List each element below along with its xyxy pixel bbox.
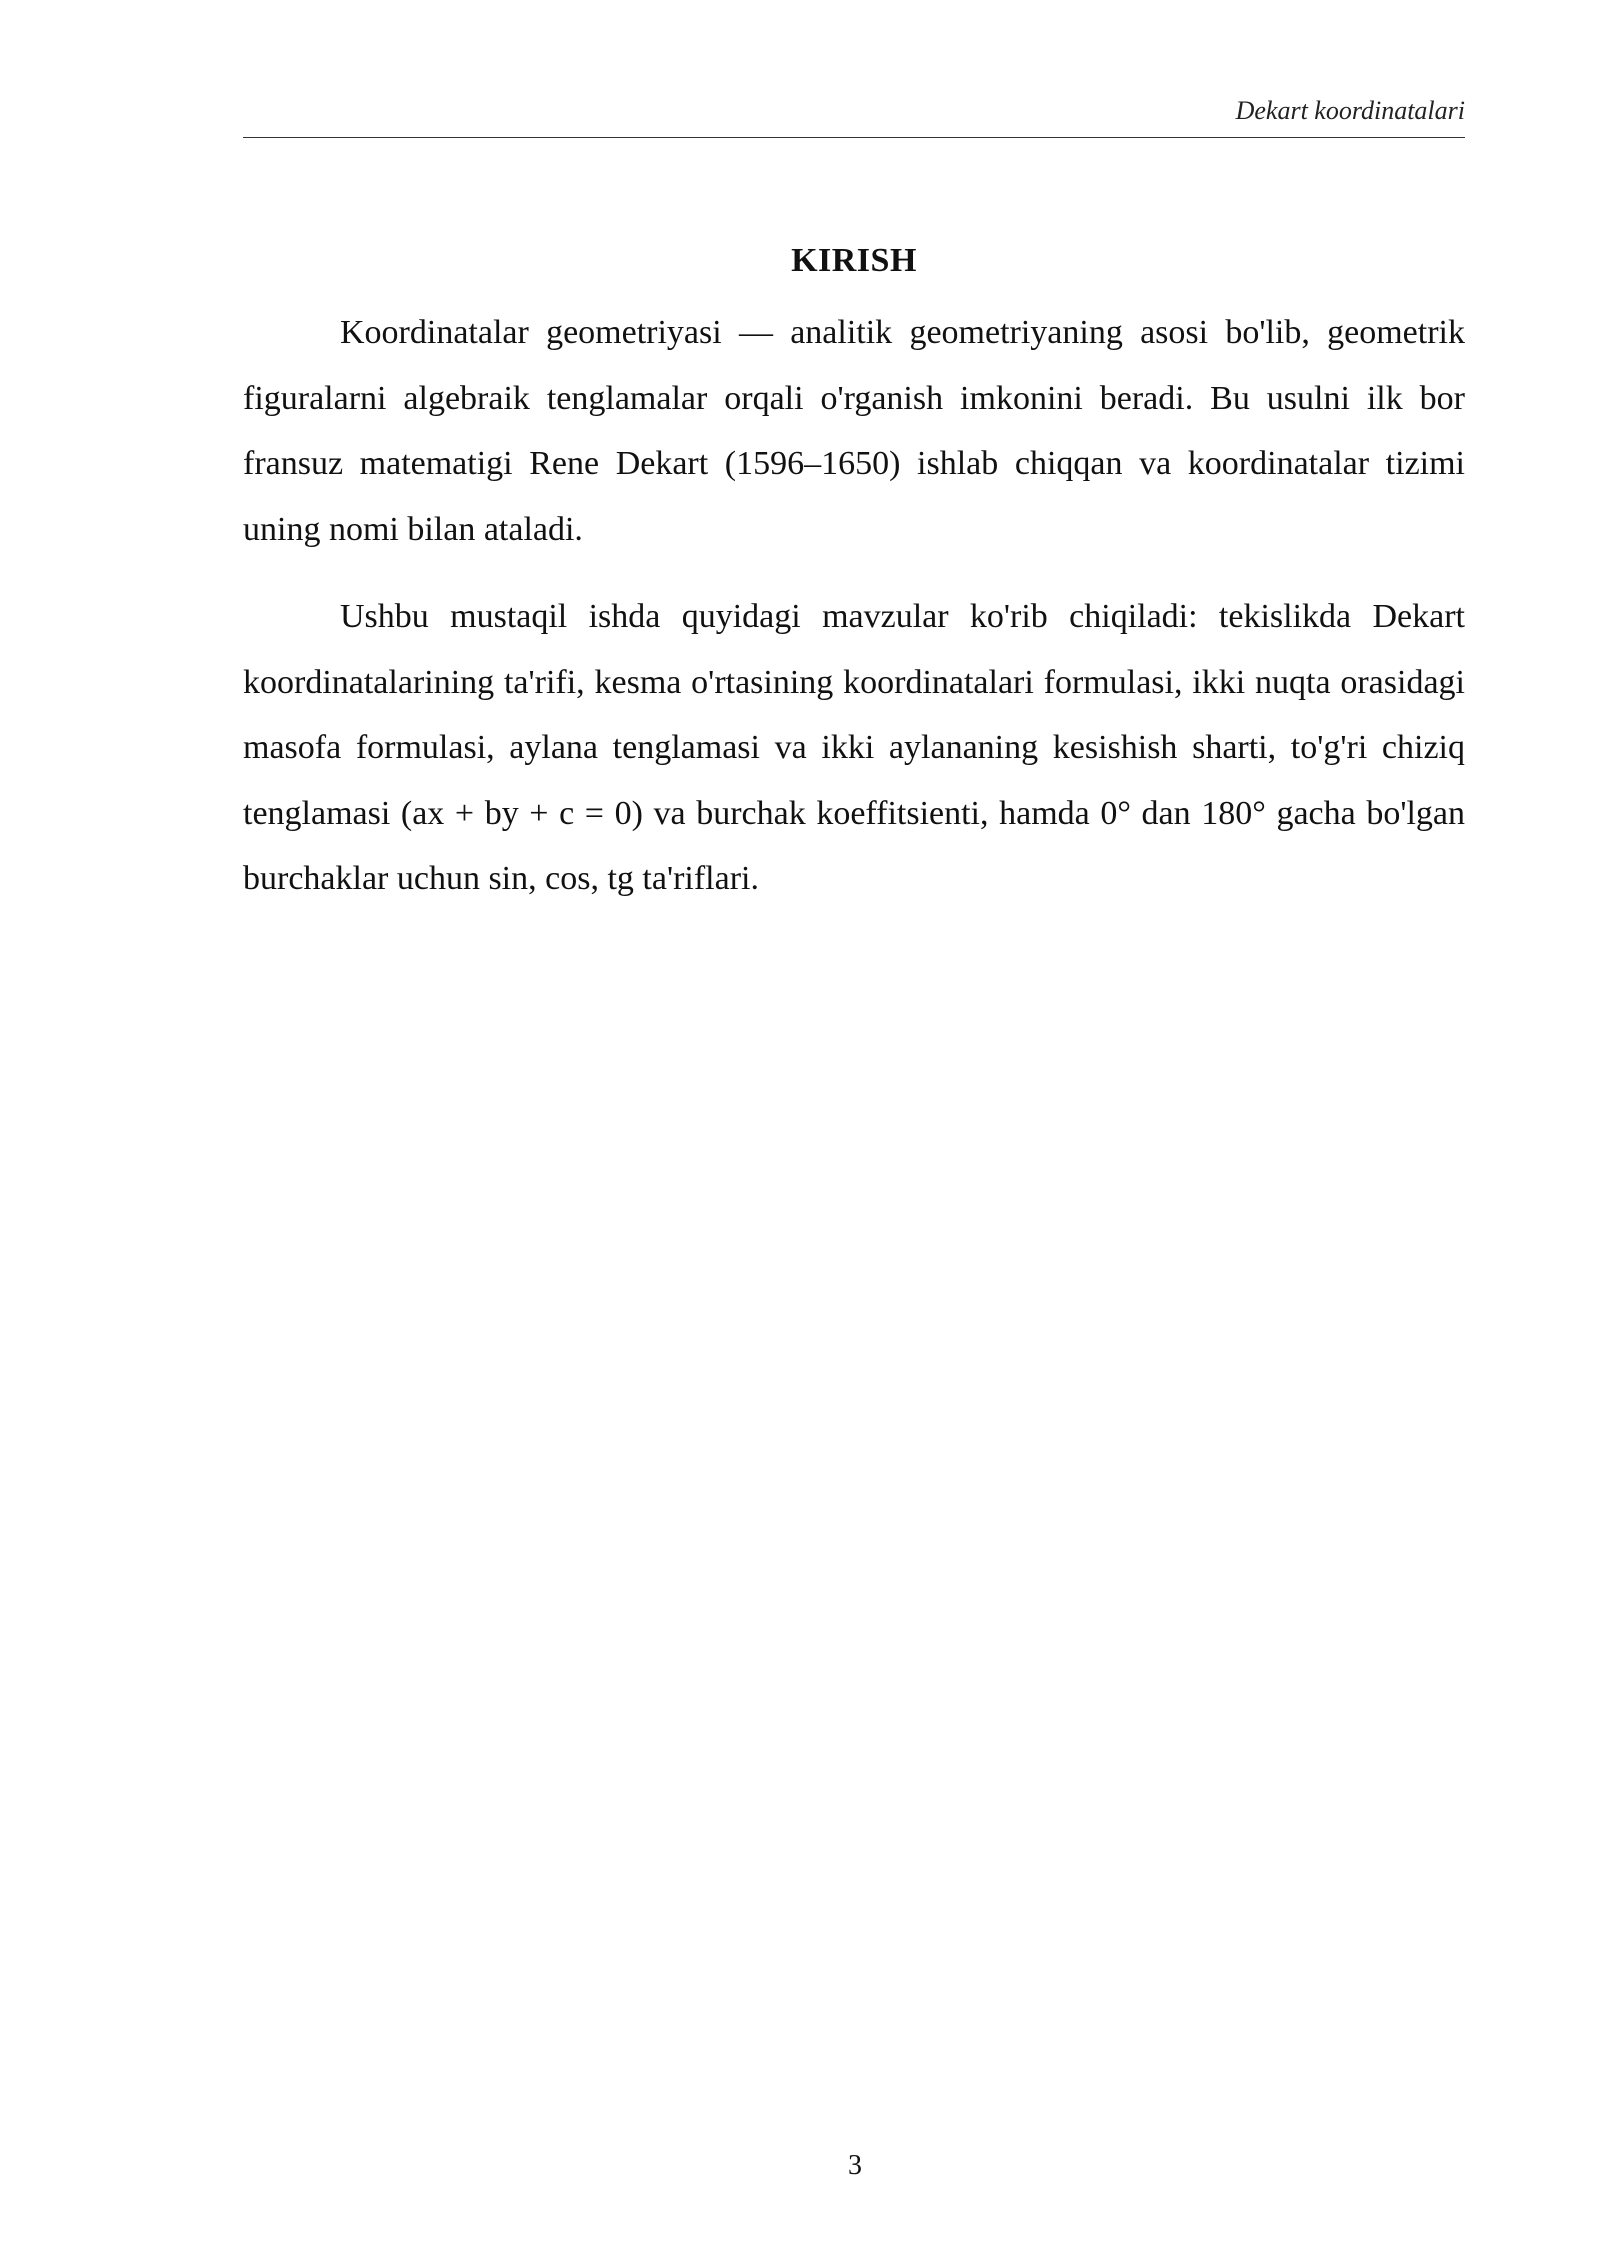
running-header: Dekart koordinatalari xyxy=(1235,96,1465,125)
paragraph-topics: Ushbu mustaqil ishda quyidagi mavzular ko'rib chiqiladi: tekislikda Dekart koordinatalarining ta'rifi, kesma o'rtasining koordinatalari formulasi, ikki nuqta orasidagi masofa formulasi, aylana tenglamasi va ikki aylananing kesishish sharti, to'g'ri chiziq tenglamasi (ax + by + c = 0) va burchak koeffitsienti, hamda 0° dan 180° gacha bo'lgan burchaklar uchun sin, cos, tg ta'riflari. xyxy=(243,598,1465,897)
header-rule xyxy=(243,137,1465,138)
page-content xyxy=(243,238,1465,912)
page-number: 3 xyxy=(848,2150,862,2181)
paragraph-intro: Koordinatalar geometriyasi — analitik geometriyaning asosi bo'lib, geometrik figuralarni algebraik tenglamalar orqali o'rganish imkonini beradi. Bu usulni ilk bor fransuz matematigi Rene Dekart (1596–1650) ishlab chiqqan va koordinatalar tizimi uning nomi bilan ataladi. xyxy=(243,314,1465,548)
section-title: KIRISH xyxy=(791,242,917,279)
